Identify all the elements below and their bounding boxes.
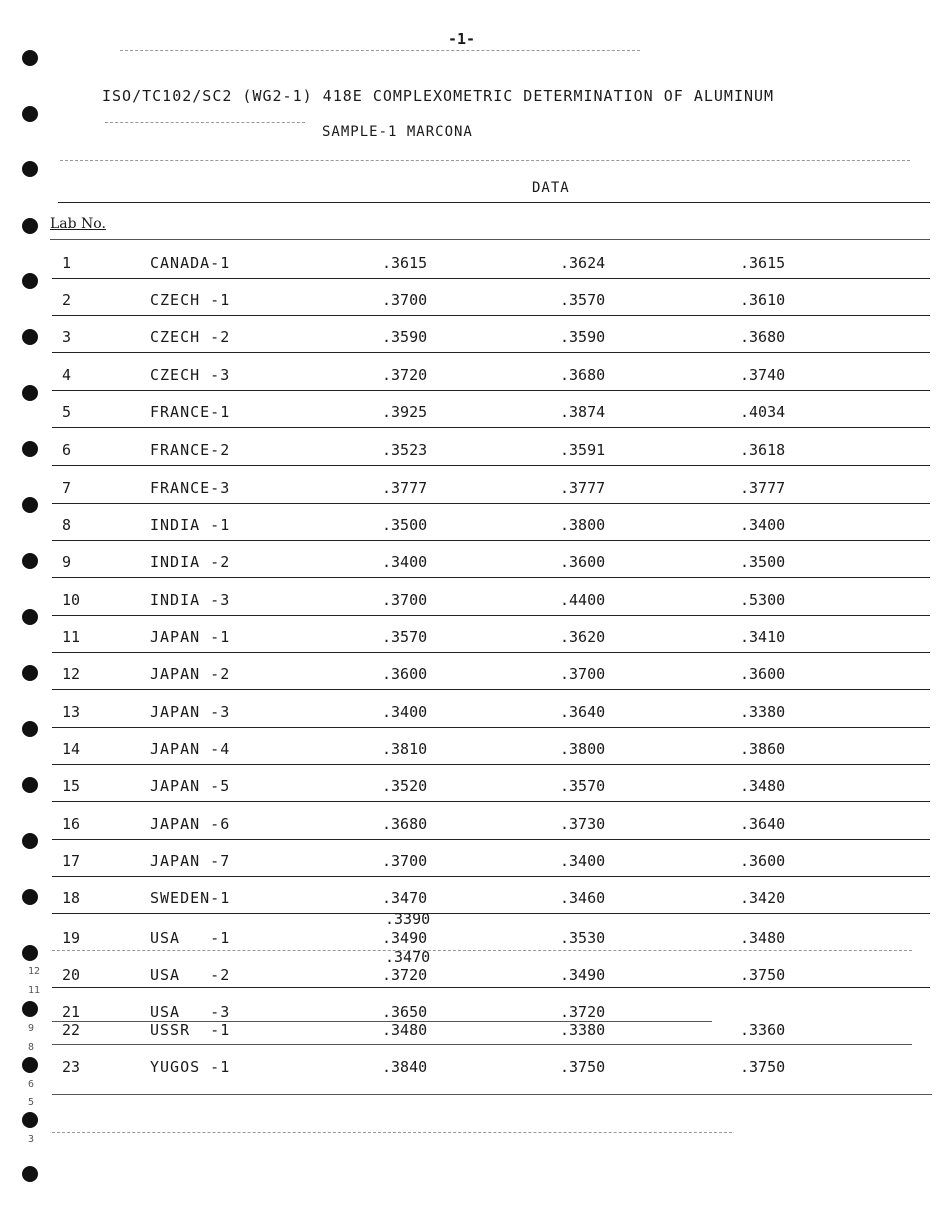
lab-name: INDIA -1	[150, 516, 231, 534]
value-2: .3490	[560, 966, 606, 984]
document-title: ISO/TC102/SC2 (WG2-1) 418E COMPLEXOMETRIC DETERMINATION OF ALUMINUM	[102, 87, 775, 105]
value-1: .3500	[382, 516, 428, 534]
lab-name: FRANCE-2	[150, 441, 231, 459]
margin-number: 12	[28, 966, 41, 977]
table-row	[0, 740, 950, 762]
row-divider	[52, 950, 912, 951]
extra-value: .3390	[385, 910, 431, 928]
lab-name: JAPAN -3	[150, 703, 231, 721]
value-3: .3480	[740, 777, 786, 795]
punch-hole	[22, 50, 38, 66]
value-2: .4400	[560, 591, 606, 609]
lab-name: JAPAN -5	[150, 777, 231, 795]
value-3: .3600	[740, 852, 786, 870]
row-divider	[52, 465, 930, 466]
row-divider	[52, 540, 930, 541]
row-divider	[52, 427, 930, 428]
row-divider	[52, 764, 930, 765]
value-2: .3590	[560, 328, 606, 346]
value-3: .3420	[740, 889, 786, 907]
row-divider	[52, 801, 930, 802]
value-3: .3610	[740, 291, 786, 309]
lab-name: INDIA -3	[150, 591, 231, 609]
lab-number: 23	[62, 1058, 81, 1076]
divider	[58, 202, 930, 203]
lab-name: USSR -1	[150, 1021, 231, 1039]
row-divider	[52, 727, 930, 728]
value-2: .3800	[560, 740, 606, 758]
value-3: .3618	[740, 441, 786, 459]
table-row	[0, 929, 950, 951]
lab-name: CANADA-1	[150, 254, 231, 272]
lab-number: 14	[62, 740, 81, 758]
table-row	[0, 591, 950, 613]
value-2: .3530	[560, 929, 606, 947]
value-3: .3380	[740, 703, 786, 721]
value-3: .3410	[740, 628, 786, 646]
table-row	[0, 777, 950, 799]
table-row	[0, 1058, 950, 1080]
value-2: .3680	[560, 366, 606, 384]
value-3: .4034	[740, 403, 786, 421]
value-2: .3570	[560, 291, 606, 309]
punch-hole	[22, 218, 38, 234]
lab-no-label: Lab No.	[50, 216, 106, 232]
value-3: .3860	[740, 740, 786, 758]
punch-hole	[22, 1166, 38, 1182]
value-1: .3570	[382, 628, 428, 646]
data-heading: DATA	[532, 180, 570, 196]
value-3: .3640	[740, 815, 786, 833]
table-row	[0, 291, 950, 313]
lab-name: USA -2	[150, 966, 231, 984]
value-2: .3591	[560, 441, 606, 459]
divider	[50, 239, 930, 240]
value-1: .3523	[382, 441, 428, 459]
margin-number: 5	[28, 1097, 35, 1108]
lab-name: JAPAN -1	[150, 628, 231, 646]
lab-name: INDIA -2	[150, 553, 231, 571]
table-row	[0, 479, 950, 501]
value-2: .3570	[560, 777, 606, 795]
lab-number: 16	[62, 815, 81, 833]
value-2: .3800	[560, 516, 606, 534]
margin-number: 11	[28, 985, 41, 996]
page-number: -1-	[448, 30, 476, 48]
margin-number: 9	[28, 1023, 35, 1034]
margin-number: 3	[28, 1134, 35, 1145]
table-row	[0, 815, 950, 837]
row-divider	[52, 839, 930, 840]
lab-number: 21	[62, 1003, 81, 1021]
row-divider	[52, 1132, 732, 1133]
lab-number: 4	[62, 366, 72, 384]
value-3: .3360	[740, 1021, 786, 1039]
value-1: .3400	[382, 703, 428, 721]
lab-number: 3	[62, 328, 72, 346]
value-1: .3700	[382, 591, 428, 609]
row-divider	[52, 1044, 912, 1045]
row-divider	[52, 652, 930, 653]
row-divider	[52, 390, 930, 391]
value-2: .3700	[560, 665, 606, 683]
value-3: .3615	[740, 254, 786, 272]
table-row	[0, 703, 950, 725]
lab-number: 13	[62, 703, 81, 721]
lab-name: CZECH -3	[150, 366, 231, 384]
value-1: .3615	[382, 254, 428, 272]
value-1: .3600	[382, 665, 428, 683]
row-divider	[52, 689, 930, 690]
value-1: .3700	[382, 852, 428, 870]
lab-number: 9	[62, 553, 72, 571]
row-divider	[52, 913, 930, 914]
punch-hole	[22, 106, 38, 122]
table-row	[0, 403, 950, 425]
table-row	[0, 889, 950, 911]
value-3: .3400	[740, 516, 786, 534]
row-divider	[52, 1094, 932, 1095]
value-1: .3650	[382, 1003, 428, 1021]
value-2: .3460	[560, 889, 606, 907]
table-row	[0, 852, 950, 874]
margin-number: 8	[28, 1042, 35, 1053]
value-2: .3777	[560, 479, 606, 497]
lab-number: 15	[62, 777, 81, 795]
row-divider	[52, 987, 930, 988]
table-row	[0, 553, 950, 575]
lab-number: 18	[62, 889, 81, 907]
lab-number: 8	[62, 516, 72, 534]
table-row	[0, 441, 950, 463]
value-3: .5300	[740, 591, 786, 609]
lab-number: 1	[62, 254, 72, 272]
lab-name: JAPAN -4	[150, 740, 231, 758]
row-divider	[52, 278, 930, 279]
lab-number: 7	[62, 479, 72, 497]
table-row	[0, 1021, 950, 1043]
value-2: .3620	[560, 628, 606, 646]
row-divider	[52, 876, 930, 877]
lab-name: CZECH -2	[150, 328, 231, 346]
value-3: .3500	[740, 553, 786, 571]
lab-number: 10	[62, 591, 81, 609]
value-2: .3600	[560, 553, 606, 571]
lab-name: JAPAN -7	[150, 852, 231, 870]
lab-number: 12	[62, 665, 81, 683]
value-2: .3720	[560, 1003, 606, 1021]
row-divider	[52, 503, 930, 504]
lab-number: 22	[62, 1021, 81, 1039]
value-2: .3380	[560, 1021, 606, 1039]
value-2: .3730	[560, 815, 606, 833]
lab-name: CZECH -1	[150, 291, 231, 309]
table-row	[0, 966, 950, 988]
value-2: .3624	[560, 254, 606, 272]
value-3: .3750	[740, 966, 786, 984]
value-1: .3590	[382, 328, 428, 346]
value-2: .3640	[560, 703, 606, 721]
lab-number: 11	[62, 628, 81, 646]
value-3: .3480	[740, 929, 786, 947]
table-row	[0, 366, 950, 388]
value-2: .3874	[560, 403, 606, 421]
extra-value: .3470	[385, 948, 431, 966]
lab-number: 2	[62, 291, 72, 309]
margin-number: 6	[28, 1079, 35, 1090]
value-1: .3720	[382, 966, 428, 984]
divider	[105, 122, 305, 123]
value-2: .3750	[560, 1058, 606, 1076]
lab-name: USA -3	[150, 1003, 231, 1021]
value-1: .3777	[382, 479, 428, 497]
table-row	[0, 516, 950, 538]
lab-name: FRANCE-1	[150, 403, 231, 421]
table-row	[0, 628, 950, 650]
value-1: .3400	[382, 553, 428, 571]
punch-hole	[22, 1112, 38, 1128]
lab-number: 19	[62, 929, 81, 947]
value-3: .3680	[740, 328, 786, 346]
lab-number: 6	[62, 441, 72, 459]
value-1: .3480	[382, 1021, 428, 1039]
value-1: .3840	[382, 1058, 428, 1076]
lab-number: 20	[62, 966, 81, 984]
value-1: .3490	[382, 929, 428, 947]
value-3: .3750	[740, 1058, 786, 1076]
table-row	[0, 254, 950, 276]
value-3: .3777	[740, 479, 786, 497]
lab-name: JAPAN -2	[150, 665, 231, 683]
lab-name: JAPAN -6	[150, 815, 231, 833]
value-1: .3520	[382, 777, 428, 795]
lab-name: USA -1	[150, 929, 231, 947]
row-divider	[52, 352, 930, 353]
value-1: .3700	[382, 291, 428, 309]
divider	[60, 160, 910, 161]
value-1: .3680	[382, 815, 428, 833]
lab-name: FRANCE-3	[150, 479, 231, 497]
punch-hole	[22, 161, 38, 177]
value-1: .3925	[382, 403, 428, 421]
value-2: .3400	[560, 852, 606, 870]
value-3: .3740	[740, 366, 786, 384]
divider	[120, 50, 640, 51]
value-1: .3720	[382, 366, 428, 384]
lab-name: YUGOS -1	[150, 1058, 231, 1076]
value-3: .3600	[740, 665, 786, 683]
table-row	[0, 328, 950, 350]
value-1: .3810	[382, 740, 428, 758]
row-divider	[52, 615, 930, 616]
lab-name: SWEDEN-1	[150, 889, 231, 907]
row-divider	[52, 577, 930, 578]
row-divider	[52, 315, 930, 316]
lab-number: 5	[62, 403, 72, 421]
table-row	[0, 665, 950, 687]
lab-number: 17	[62, 852, 81, 870]
sample-subtitle: SAMPLE-1 MARCONA	[322, 124, 473, 140]
value-1: .3470	[382, 889, 428, 907]
